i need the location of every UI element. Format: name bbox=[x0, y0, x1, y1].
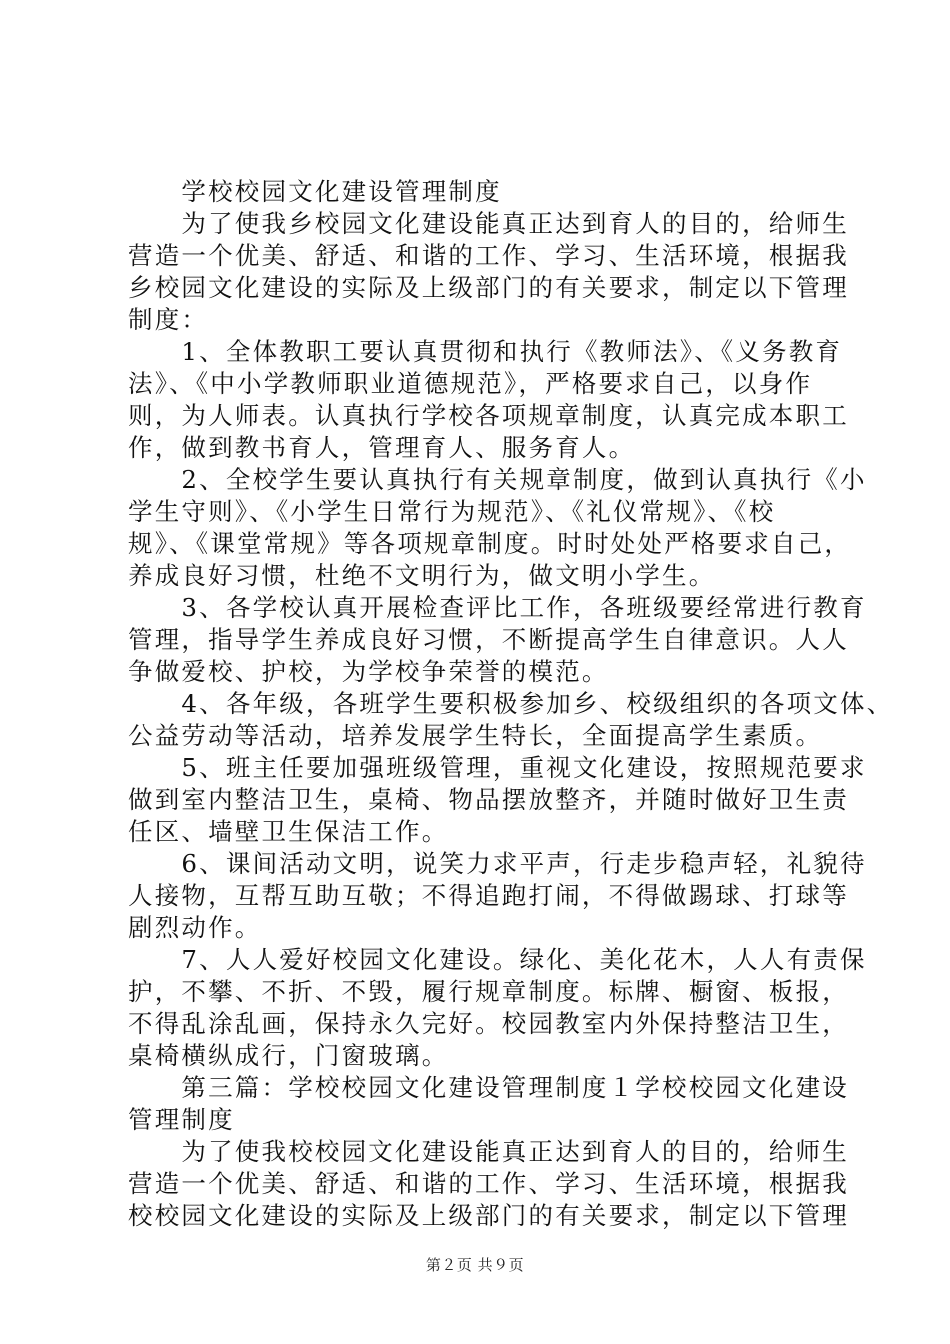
text-line: 剧烈动作。 bbox=[128, 913, 262, 942]
text-line: 规》、《课堂常规》等各项规章制度。时时处处严格要求自己， bbox=[128, 529, 852, 558]
text-line: 争做爱校、护校，为学校争荣誉的模范。 bbox=[128, 657, 609, 686]
text-line: 护，不攀、不折、不毁，履行规章制度。标牌、橱窗、板报， bbox=[128, 977, 849, 1006]
text-line: 不得乱涂乱画，保持永久完好。校园教室内外保持整洁卫生， bbox=[128, 1009, 849, 1038]
text-line: 4、各年级，各班学生要积极参加乡、校级组织的各项文体、 bbox=[128, 689, 894, 718]
text-line: 则，为人师表。认真执行学校各项规章制度，认真完成本职工 bbox=[128, 401, 849, 430]
text-line: 学生守则》、《小学生日常行为规范》、《礼仪常规》、《校 bbox=[128, 497, 776, 526]
section-heading: 第三篇：学校校园文化建设管理制度１学校校园文化建设 bbox=[128, 1073, 849, 1102]
text-line: 5、班主任要加强班级管理，重视文化建设，按照规范要求 bbox=[128, 753, 867, 782]
text-line: 养成良好习惯，杜绝不文明行为，做文明小学生。 bbox=[128, 561, 716, 590]
text-line: 校校园文化建设的实际及上级部门的有关要求，制定以下管理 bbox=[128, 1201, 849, 1230]
page-number-footer: 第２页 共９页 bbox=[425, 1256, 525, 1274]
text-line: 乡校园文化建设的实际及上级部门的有关要求，制定以下管理 bbox=[128, 273, 849, 302]
text-line: 公益劳动等活动，培养发展学生特长，全面提高学生素质。 bbox=[128, 721, 823, 750]
text-line: 做到室内整洁卫生，桌椅、物品摆放整齐，并随时做好卫生责 bbox=[128, 785, 849, 814]
text-line: 作，做到教书育人，管理育人、服务育人。 bbox=[128, 433, 636, 462]
text-line: 制度： bbox=[128, 305, 209, 334]
text-line: 人接物，互帮互助互敬；不得追跑打闹，不得做踢球、打球等 bbox=[128, 881, 849, 910]
text-line: 为了使我校校园文化建设能真正达到育人的目的，给师生 bbox=[128, 1137, 849, 1166]
document-title: 学校校园文化建设管理制度 bbox=[128, 177, 502, 206]
text-line: 法》、《中小学教师职业道德规范》，严格要求自己，以身作 bbox=[128, 369, 813, 398]
text-line: 桌椅横纵成行，门窗玻璃。 bbox=[128, 1041, 449, 1070]
text-line: 任区、墙壁卫生保洁工作。 bbox=[128, 817, 449, 846]
text-line: 1、全体教职工要认真贯彻和执行《教师法》、《义务教育 bbox=[128, 337, 843, 366]
text-line: 6、课间活动文明，说笑力求平声，行走步稳声轻，礼貌待 bbox=[128, 849, 867, 878]
text-line: 7、人人爱好校园文化建设。绿化、美化花木，人人有责保 bbox=[128, 945, 867, 974]
section-heading: 管理制度 bbox=[128, 1105, 235, 1134]
text-line: 为了使我乡校园文化建设能真正达到育人的目的，给师生 bbox=[128, 209, 849, 238]
text-line: 3、各学校认真开展检查评比工作，各班级要经常进行教育 bbox=[128, 593, 867, 622]
text-line: 2、全校学生要认真执行有关规章制度，做到认真执行《小 bbox=[128, 465, 867, 494]
text-line: 营造一个优美、舒适、和谐的工作、学习、生活环境，根据我 bbox=[128, 241, 849, 270]
text-line: 营造一个优美、舒适、和谐的工作、学习、生活环境，根据我 bbox=[128, 1169, 849, 1198]
text-line: 管理，指导学生养成良好习惯，不断提高学生自律意识。人人 bbox=[128, 625, 849, 654]
